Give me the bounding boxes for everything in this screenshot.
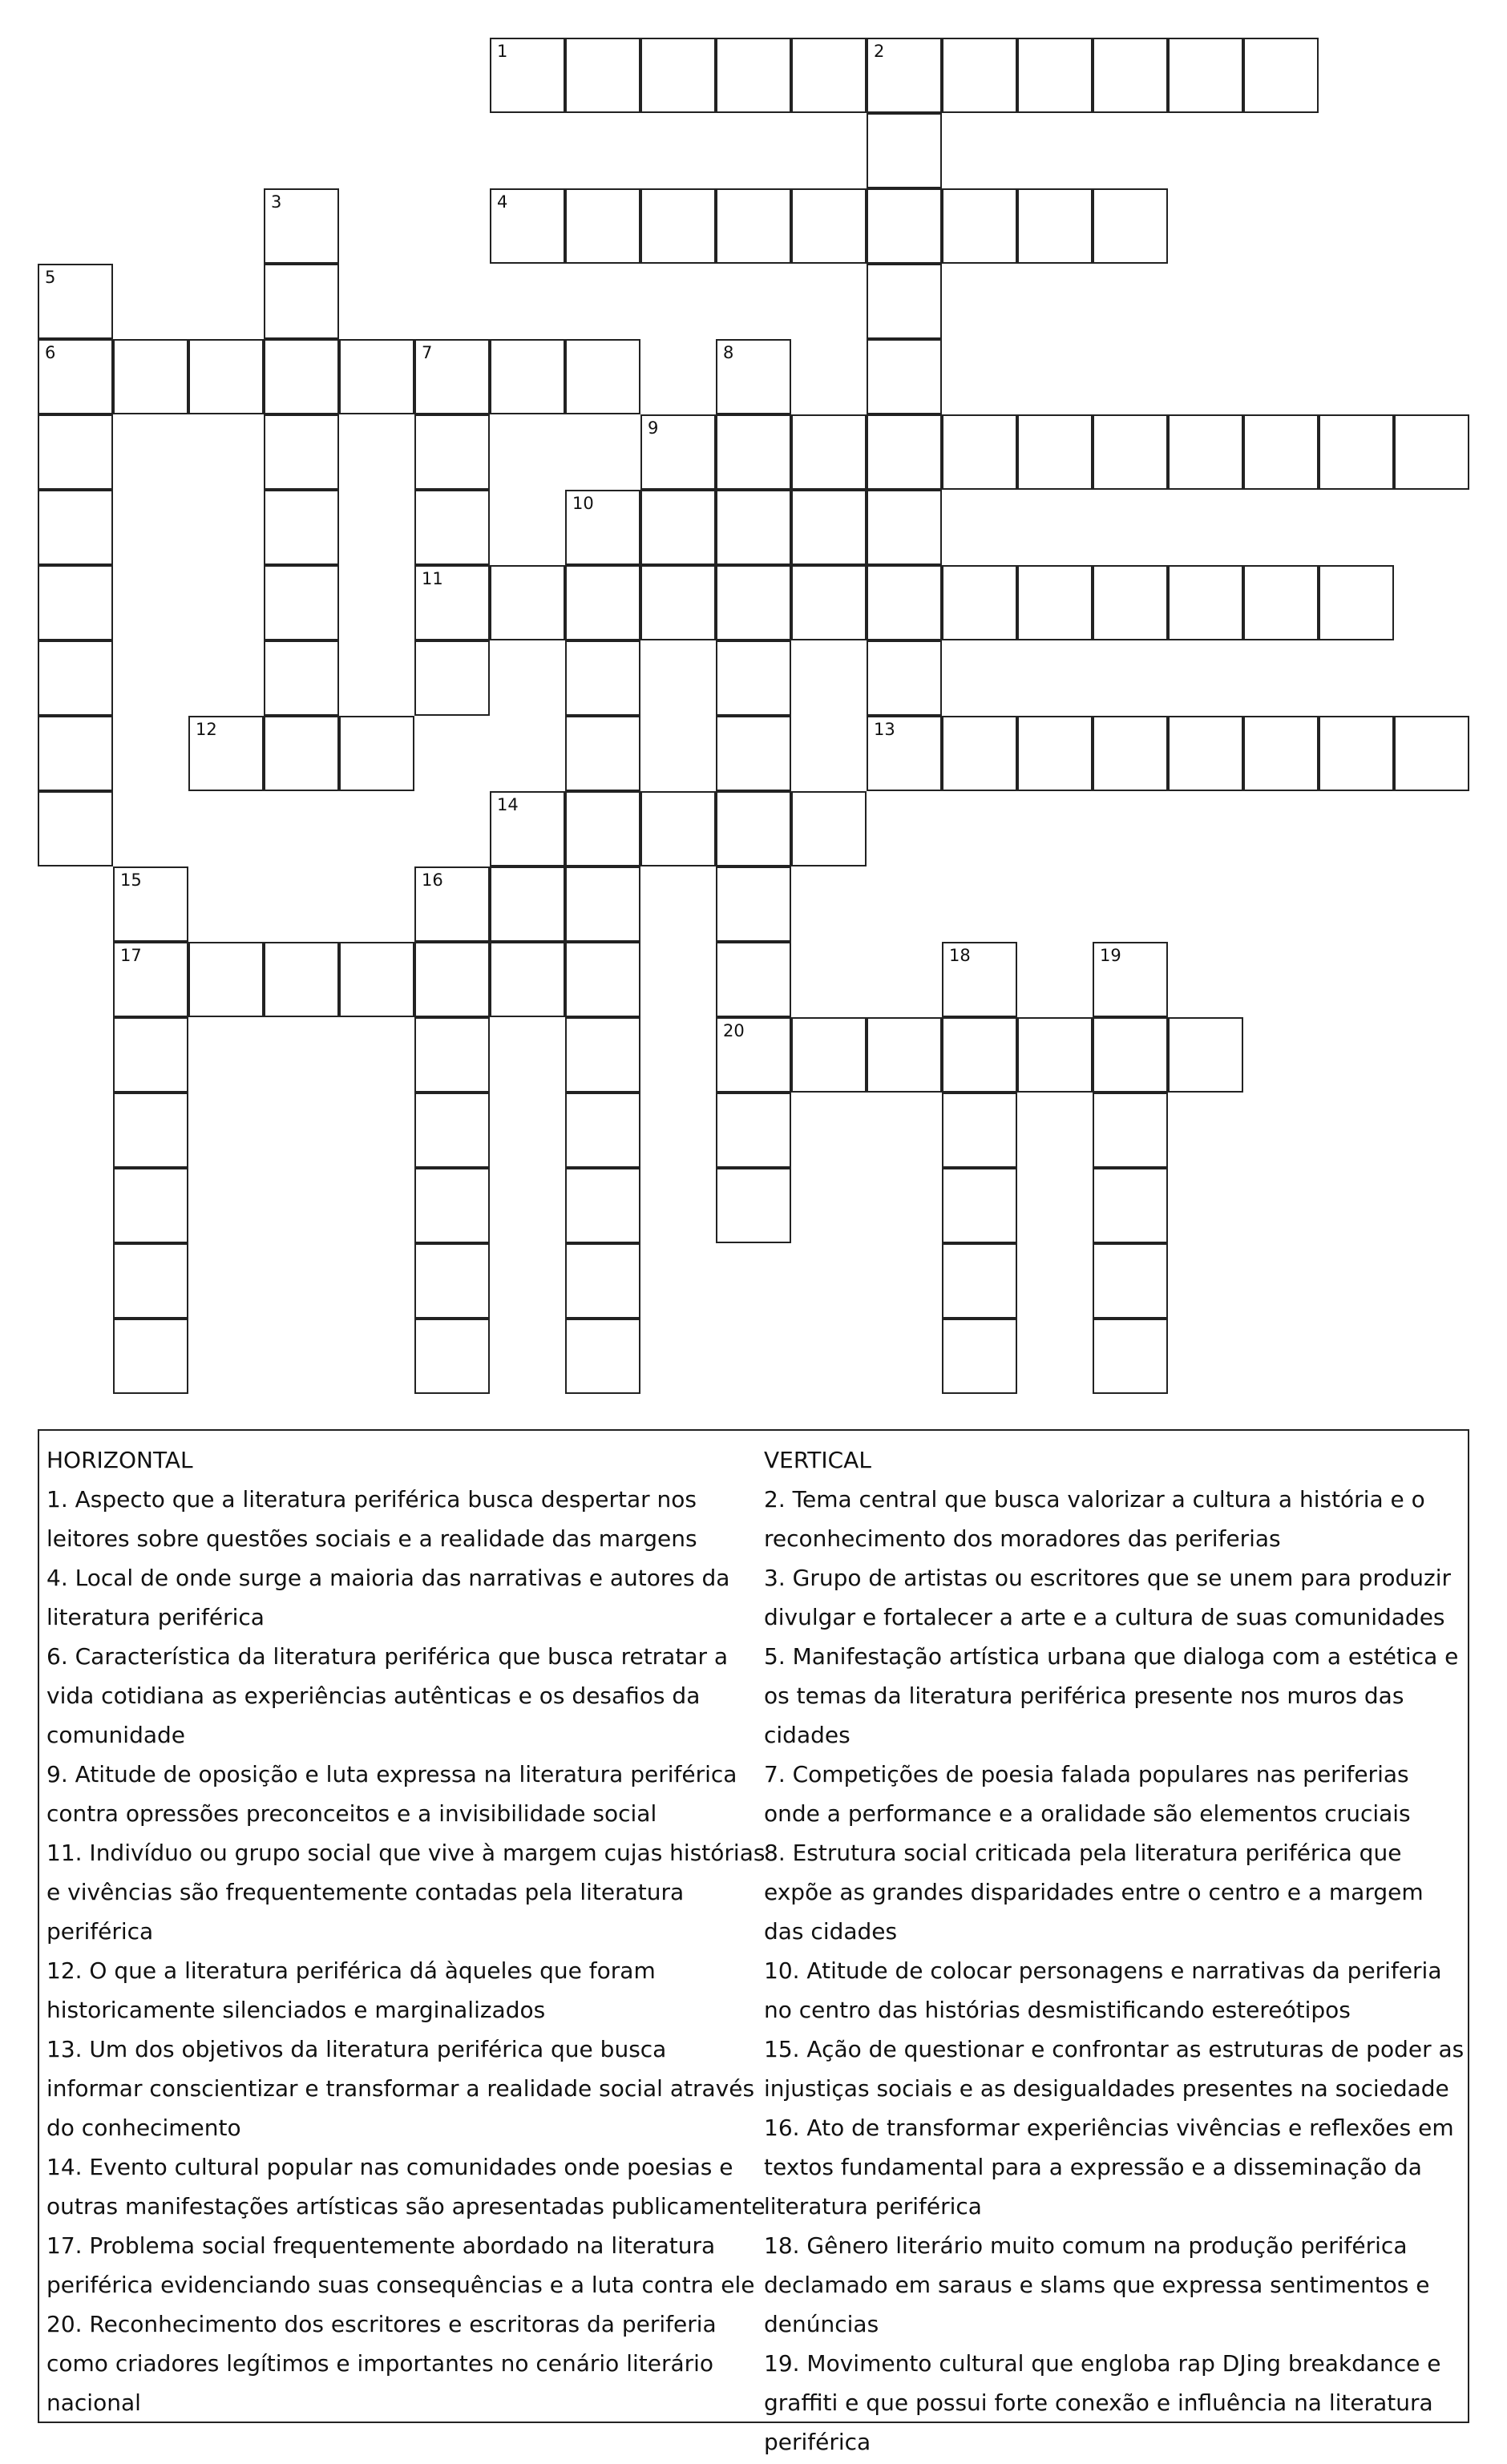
- crossword-cell[interactable]: [716, 188, 791, 264]
- crossword-cell[interactable]: [264, 414, 339, 490]
- crossword-cell-4[interactable]: [490, 188, 565, 264]
- crossword-cell[interactable]: [1017, 1017, 1093, 1093]
- horizontal-header: HORIZONTAL: [46, 1447, 193, 1473]
- crossword-cell[interactable]: [414, 1093, 490, 1168]
- crossword-cell[interactable]: [640, 490, 716, 565]
- vertical-clue: 7. Competições de poesia falada populares nas periferias onde a performance e a oralidade são elementos cruciais: [764, 1761, 1411, 1827]
- crossword-cell-14[interactable]: [490, 791, 565, 866]
- crossword-cell[interactable]: [38, 791, 113, 866]
- crossword-cell[interactable]: [1093, 716, 1168, 791]
- crossword-cell[interactable]: [565, 1093, 640, 1168]
- vertical-clue: 19. Movimento cultural que engloba rap DJing breakdance e graffiti e que possui forte conexão e influência na literatura periférica: [764, 2350, 1441, 2455]
- crossword-cell[interactable]: [339, 339, 414, 414]
- crossword-cell[interactable]: [414, 490, 490, 565]
- vertical-header: VERTICAL: [764, 1447, 871, 1473]
- crossword-cell-16[interactable]: [414, 866, 490, 942]
- crossword-cell[interactable]: [565, 565, 640, 640]
- crossword-cell-17[interactable]: [113, 942, 188, 1017]
- crossword-cell[interactable]: [264, 565, 339, 640]
- crossword-cell[interactable]: [414, 942, 490, 1017]
- clue-number: 6: [45, 343, 56, 362]
- crossword-cell[interactable]: [414, 640, 490, 716]
- crossword-cell[interactable]: [565, 38, 640, 113]
- crossword-cell-9[interactable]: [640, 414, 716, 490]
- crossword-cell[interactable]: [565, 188, 640, 264]
- crossword-cell[interactable]: [716, 565, 791, 640]
- clue-number: 19: [1100, 946, 1121, 965]
- clue-number: 18: [949, 946, 971, 965]
- vertical-clues-column: [764, 1440, 1469, 2462]
- vertical-clue: 5. Manifestação artística urbana que dialoga com a estética e os temas da literatura periférica presente nos muros das cidades: [764, 1643, 1459, 1748]
- crossword-cell-7[interactable]: [414, 339, 490, 414]
- crossword-cell[interactable]: [113, 1168, 188, 1243]
- crossword-cell[interactable]: [716, 490, 791, 565]
- vertical-clue: 18. Gênero literário muito comum na produção periférica declamado em saraus e slams que expressa sentimentos e denúncias: [764, 2232, 1430, 2337]
- crossword-cell[interactable]: [1017, 414, 1093, 490]
- crossword-cell[interactable]: [1168, 38, 1243, 113]
- crossword-cell[interactable]: [565, 1243, 640, 1319]
- crossword-cell[interactable]: [1243, 716, 1319, 791]
- crossword-cell[interactable]: [942, 565, 1017, 640]
- crossword-cell[interactable]: [1319, 414, 1394, 490]
- crossword-cell[interactable]: [716, 414, 791, 490]
- crossword-cell[interactable]: [565, 1319, 640, 1394]
- crossword-cell[interactable]: [867, 1017, 942, 1093]
- crossword-cell[interactable]: [640, 188, 716, 264]
- clue-number: 4: [497, 192, 508, 212]
- crossword-cell[interactable]: [339, 942, 414, 1017]
- crossword-cell[interactable]: [113, 1093, 188, 1168]
- clue-number: 8: [723, 343, 734, 362]
- crossword-cell[interactable]: [942, 716, 1017, 791]
- clue-number: 3: [271, 192, 282, 212]
- crossword-cell[interactable]: [188, 942, 264, 1017]
- crossword-cell[interactable]: [565, 1168, 640, 1243]
- crossword-cell[interactable]: [716, 942, 791, 1017]
- crossword-cell[interactable]: [942, 38, 1017, 113]
- clue-number: 12: [196, 720, 217, 739]
- clue-number: 1: [497, 42, 508, 61]
- crossword-cell[interactable]: [716, 716, 791, 791]
- crossword-cell[interactable]: [565, 791, 640, 866]
- crossword-cell[interactable]: [791, 1017, 867, 1093]
- crossword-cell[interactable]: [38, 565, 113, 640]
- crossword-cell[interactable]: [490, 565, 565, 640]
- crossword-cell-19[interactable]: [1093, 942, 1168, 1017]
- crossword-cell[interactable]: [867, 188, 942, 264]
- crossword-cell[interactable]: [565, 640, 640, 716]
- crossword-cell[interactable]: [414, 1168, 490, 1243]
- crossword-cell[interactable]: [1394, 414, 1469, 490]
- horizontal-clue: 1. Aspecto que a literatura periférica busca despertar nos leitores sobre questões sociais e a realidade das margens: [46, 1486, 697, 1552]
- crossword-cell-13[interactable]: [867, 716, 942, 791]
- crossword-cell[interactable]: [1093, 414, 1168, 490]
- crossword-cell[interactable]: [942, 1319, 1017, 1394]
- vertical-clue: 2. Tema central que busca valorizar a cultura a história e o reconhecimento dos moradores das periferias: [764, 1486, 1425, 1552]
- crossword-cell[interactable]: [791, 38, 867, 113]
- horizontal-clue: 12. O que a literatura periférica dá àqueles que foram historicamente silenciados e marginalizados: [46, 1957, 656, 2023]
- horizontal-clue: 4. Local de onde surge a maioria das narrativas e autores da literatura periférica: [46, 1565, 730, 1630]
- crossword-cell[interactable]: [1093, 565, 1168, 640]
- crossword-cell[interactable]: [867, 113, 942, 188]
- crossword-cell-5[interactable]: [38, 264, 113, 339]
- crossword-cell[interactable]: [565, 942, 640, 1017]
- crossword-cell[interactable]: [1093, 1243, 1168, 1319]
- crossword-cell[interactable]: [791, 188, 867, 264]
- crossword-cell[interactable]: [264, 716, 339, 791]
- crossword-cell[interactable]: [38, 490, 113, 565]
- clue-number: 7: [422, 343, 433, 362]
- crossword-cell[interactable]: [565, 339, 640, 414]
- crossword-cell[interactable]: [565, 716, 640, 791]
- crossword-cell-20[interactable]: [716, 1017, 791, 1093]
- crossword-cell-15[interactable]: [113, 866, 188, 942]
- crossword-cell[interactable]: [1168, 1017, 1243, 1093]
- horizontal-clue: 9. Atitude de oposição e luta expressa na literatura periférica contra opressões preconceitos e a invisibilidade social: [46, 1761, 737, 1827]
- crossword-cell[interactable]: [1394, 716, 1469, 791]
- crossword-cell[interactable]: [1168, 716, 1243, 791]
- crossword-cell[interactable]: [867, 490, 942, 565]
- crossword-cell[interactable]: [113, 339, 188, 414]
- crossword-cell[interactable]: [716, 866, 791, 942]
- vertical-clue: 8. Estrutura social criticada pela literatura periférica que expõe as grandes disparidades entre o centro e a margem das cidades: [764, 1840, 1424, 1945]
- clue-number: 16: [422, 870, 443, 890]
- crossword-cell[interactable]: [1093, 38, 1168, 113]
- clue-number: 14: [497, 795, 519, 814]
- horizontal-clue: 13. Um dos objetivos da literatura periférica que busca informar conscientizar e transformar a realidade social através do conhecimento: [46, 2036, 755, 2141]
- crossword-cell-11[interactable]: [414, 565, 490, 640]
- crossword-cell[interactable]: [867, 640, 942, 716]
- clue-number: 2: [874, 42, 885, 61]
- crossword-cell-10[interactable]: [565, 490, 640, 565]
- horizontal-clue: 20. Reconhecimento dos escritores e escritoras da periferia como criadores legítimos e importantes no cenário literário nacional: [46, 2311, 717, 2416]
- crossword-cell[interactable]: [38, 640, 113, 716]
- crossword-cell[interactable]: [867, 264, 942, 339]
- crossword-cell[interactable]: [1319, 565, 1394, 640]
- crossword-cell[interactable]: [716, 38, 791, 113]
- horizontal-clue: 14. Evento cultural popular nas comunidades onde poesias e outras manifestações artísticas são apresentadas publicamente: [46, 2154, 766, 2220]
- crossword-cell[interactable]: [716, 1168, 791, 1243]
- vertical-clue: 3. Grupo de artistas ou escritores que se unem para produzir divulgar e fortalecer a arte e a cultura de suas comunidades: [764, 1565, 1451, 1630]
- crossword-cell[interactable]: [640, 791, 716, 866]
- crossword-cell[interactable]: [942, 1243, 1017, 1319]
- crossword-cell[interactable]: [1093, 1017, 1168, 1093]
- crossword-cell[interactable]: [1168, 414, 1243, 490]
- crossword-cell[interactable]: [113, 1243, 188, 1319]
- crossword-cell[interactable]: [339, 716, 414, 791]
- crossword-cell[interactable]: [640, 38, 716, 113]
- horizontal-clues-column: [46, 1440, 768, 2422]
- crossword-cell[interactable]: [716, 1093, 791, 1168]
- crossword-cell[interactable]: [490, 942, 565, 1017]
- clue-number: 5: [45, 268, 56, 287]
- crossword-cell[interactable]: [791, 414, 867, 490]
- horizontal-clue: 17. Problema social frequentemente abordado na literatura periférica evidenciando suas consequências e a luta contra ele: [46, 2232, 755, 2298]
- horizontal-clue: 11. Indivíduo ou grupo social que vive à margem cujas histórias e vivências são frequentemente contadas pela literatura periférica: [46, 1840, 766, 1945]
- crossword-cell[interactable]: [490, 866, 565, 942]
- crossword-cell[interactable]: [113, 1017, 188, 1093]
- clue-number: 20: [723, 1021, 745, 1040]
- crossword-cell[interactable]: [414, 1319, 490, 1394]
- clue-number: 10: [572, 494, 594, 513]
- crossword-cell[interactable]: [1243, 38, 1319, 113]
- crossword-cell[interactable]: [414, 1243, 490, 1319]
- crossword-cell[interactable]: [1243, 565, 1319, 640]
- crossword-cell[interactable]: [1017, 716, 1093, 791]
- crossword-cell[interactable]: [414, 414, 490, 490]
- crossword-cell[interactable]: [188, 339, 264, 414]
- crossword-cell[interactable]: [867, 565, 942, 640]
- clues-box: [38, 1429, 1469, 2455]
- crossword-cell[interactable]: [113, 1319, 188, 1394]
- crossword-cell-18[interactable]: [942, 942, 1017, 1017]
- vertical-clue: 10. Atitude de colocar personagens e narrativas da periferia no centro das histórias desmistificando estereótipos: [764, 1957, 1442, 2023]
- horizontal-clue: 6. Característica da literatura periférica que busca retratar a vida cotidiana as experiências autênticas e os desafios da comunidade: [46, 1643, 729, 1748]
- clue-number: 9: [648, 418, 659, 438]
- crossword-cell-2[interactable]: [867, 38, 942, 113]
- crossword-cell[interactable]: [942, 1093, 1017, 1168]
- crossword-cell[interactable]: [791, 565, 867, 640]
- crossword-cell[interactable]: [264, 264, 339, 339]
- vertical-clue: 15. Ação de questionar e confrontar as estruturas de poder as injustiças sociais e as desigualdades presentes na sociedade: [764, 2036, 1465, 2102]
- horizontal-clue-list: [46, 1480, 768, 2422]
- crossword-cell-12[interactable]: [188, 716, 264, 791]
- crossword-cell[interactable]: [264, 339, 339, 414]
- crossword-cell[interactable]: [1319, 716, 1394, 791]
- crossword-cell[interactable]: [38, 716, 113, 791]
- crossword-cell[interactable]: [1017, 188, 1093, 264]
- vertical-clue: 16. Ato de transformar experiências vivências e reflexões em textos fundamental para a expressão e a disseminação da literatura periférica: [764, 2115, 1454, 2220]
- crossword-cell[interactable]: [791, 490, 867, 565]
- crossword-cell[interactable]: [1168, 565, 1243, 640]
- crossword-cell[interactable]: [1093, 1093, 1168, 1168]
- crossword-cell-6[interactable]: [38, 339, 113, 414]
- clue-number: 15: [120, 870, 142, 890]
- clue-number: 11: [422, 569, 443, 588]
- crossword-cell[interactable]: [1243, 414, 1319, 490]
- crossword-cell[interactable]: [640, 565, 716, 640]
- crossword-cell[interactable]: [716, 640, 791, 716]
- clue-number: 17: [120, 946, 142, 965]
- crossword-cell[interactable]: [942, 414, 1017, 490]
- crossword-cell[interactable]: [942, 1168, 1017, 1243]
- crossword-cell[interactable]: [264, 942, 339, 1017]
- crossword-cell[interactable]: [414, 1017, 490, 1093]
- crossword-cell[interactable]: [1017, 565, 1093, 640]
- crossword-cell[interactable]: [1093, 1319, 1168, 1394]
- crossword-cell[interactable]: [716, 791, 791, 866]
- crossword-cell[interactable]: [942, 188, 1017, 264]
- crossword-cell[interactable]: [38, 414, 113, 490]
- vertical-clue-list: [764, 1480, 1469, 2462]
- crossword-cell[interactable]: [867, 414, 942, 490]
- crossword-cell[interactable]: [1017, 38, 1093, 113]
- crossword-cell-8[interactable]: [716, 339, 791, 414]
- crossword-cell[interactable]: [565, 1017, 640, 1093]
- crossword-cell[interactable]: [264, 640, 339, 716]
- crossword-cell[interactable]: [490, 339, 565, 414]
- crossword-cell[interactable]: [791, 791, 867, 866]
- crossword-cell[interactable]: [942, 1017, 1017, 1093]
- crossword-cell[interactable]: [867, 339, 942, 414]
- clue-number: 13: [874, 720, 895, 739]
- crossword-cell[interactable]: [1093, 1168, 1168, 1243]
- crossword-cell[interactable]: [1093, 188, 1168, 264]
- crossword-cell-1[interactable]: [490, 38, 565, 113]
- crossword-cell[interactable]: [264, 490, 339, 565]
- crossword-cell[interactable]: [565, 866, 640, 942]
- crossword-cell-3[interactable]: [264, 188, 339, 264]
